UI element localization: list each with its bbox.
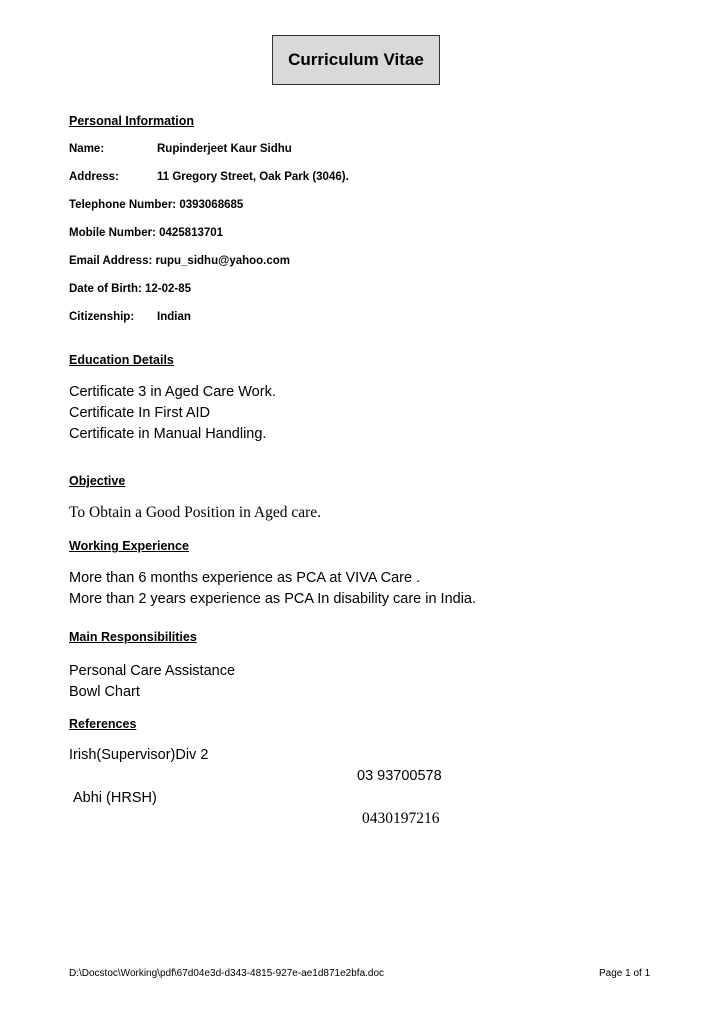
list-item: Bowl Chart [69, 684, 140, 700]
document-title: Curriculum Vitae [272, 35, 440, 85]
objective-text: To Obtain a Good Position in Aged care. [69, 504, 322, 521]
reference-2-name: Abhi (HRSH) [73, 790, 157, 806]
list-item: More than 2 years experience as PCA In disability care in India. [69, 591, 477, 607]
citizenship-label: Citizenship: [69, 311, 135, 323]
reference-1-name: Irish(Supervisor)Div 2 [69, 747, 209, 763]
experience-heading: Working Experience [69, 539, 189, 553]
email-address: Email Address: rupu_sidhu@yahoo.com [69, 255, 291, 267]
objective-heading: Objective [69, 474, 126, 488]
responsibilities-list [69, 661, 235, 703]
responsibilities-heading: Main Responsibilities [69, 630, 197, 644]
personal-info-heading: Personal Information [69, 114, 195, 128]
reference-1-phone: 03 93700578 [357, 768, 442, 784]
experience-list [69, 568, 476, 610]
references-heading: References [69, 717, 137, 731]
list-item: Personal Care Assistance [69, 663, 236, 679]
name-label: Name: [69, 143, 105, 155]
address-label: Address: [69, 171, 119, 183]
date-of-birth: Date of Birth: 12-02-85 [69, 283, 192, 295]
footer-file-path: D:\Docstoc\Working\pdf\67d04e3d-d343-4815-927e-ae1d871e2bfa.doc [69, 968, 385, 979]
education-list [69, 382, 276, 445]
list-item: Certificate 3 in Aged Care Work. [69, 384, 276, 400]
mobile-number: Mobile Number: 0425813701 [69, 227, 224, 239]
address-value: 11 Gregory Street, Oak Park (3046). [157, 171, 349, 183]
footer-page-number: Page 1 of 1 [599, 968, 651, 979]
name-value: Rupinderjeet Kaur Sidhu [157, 143, 292, 155]
citizenship-value: Indian [157, 311, 191, 323]
telephone-number: Telephone Number: 0393068685 [69, 199, 244, 211]
reference-2-phone: 0430197216 [362, 810, 440, 827]
list-item: Certificate in Manual Handling. [69, 426, 267, 442]
list-item: More than 6 months experience as PCA at VIVA Care . [69, 570, 421, 586]
list-item: Certificate In First AID [69, 405, 211, 421]
education-heading: Education Details [69, 353, 174, 367]
